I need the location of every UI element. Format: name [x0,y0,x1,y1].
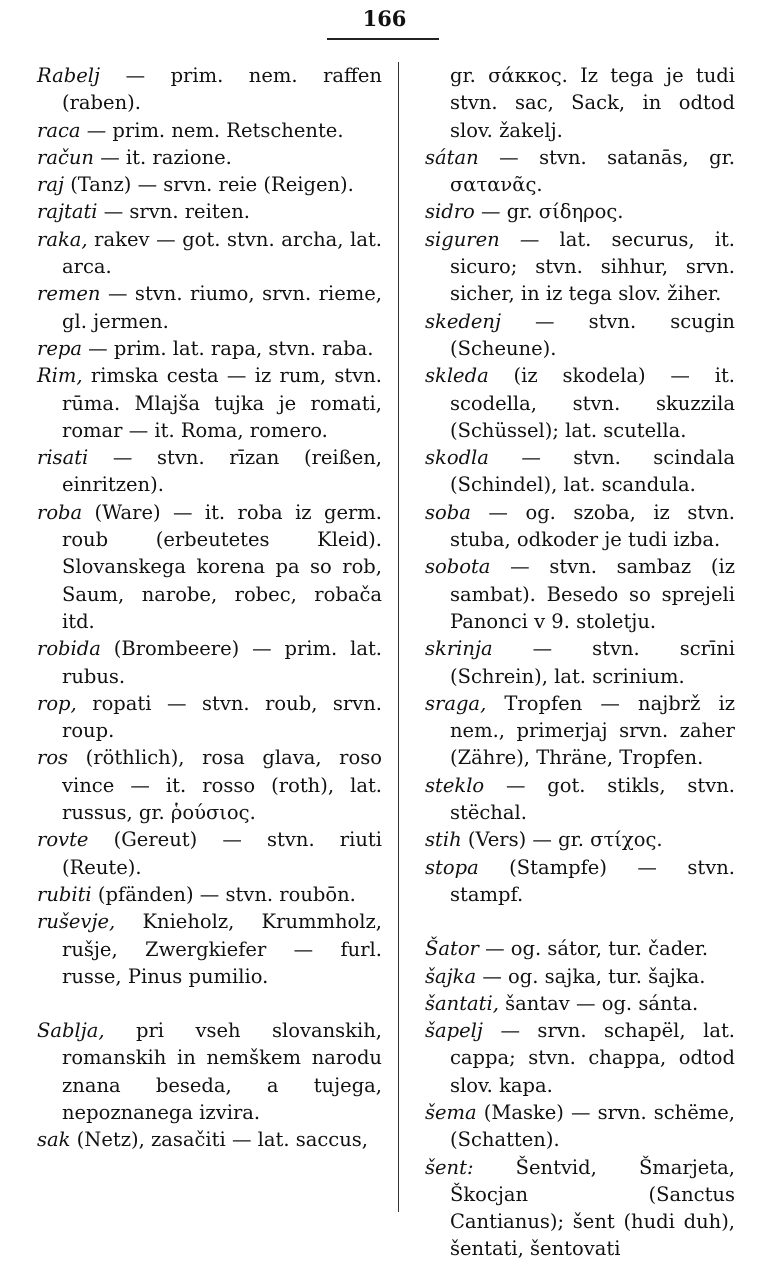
entry-text: — stvn. riumo, srvn. rieme, gl. jermen. [62,282,382,333]
entry-headword: sátan [425,145,479,169]
entry-text: — got. stikls, stvn. stëchal. [450,773,735,825]
dictionary-entry [37,171,382,198]
left-column [37,62,382,1154]
entry-headword: siguren [425,227,500,251]
entry-text: (Netz), zasačiti — lat. saccus, [70,1128,368,1152]
entry-headword: skedenj [425,309,501,333]
dictionary-entry [425,690,735,772]
entry-text: (iz skodela) — it. scodella, stvn. skuzzila (Schüssel); lat. scutella. [450,364,735,442]
dictionary-entry [425,553,735,635]
entry-text: Šentvid, Šmarjeta, Škocjan (Sanctus Cantianus); šent (hudi duh), šentati, šentovati [450,1155,735,1261]
dictionary-entry [37,1126,382,1153]
entry-headword: ros [37,746,69,770]
dictionary-entry [425,1017,735,1099]
dictionary-entry [37,280,382,335]
entry-headword: sak [37,1128,71,1152]
dictionary-entry [425,499,735,554]
dictionary-entry [37,362,382,444]
entry-text: — stvn. rīzan (reißen, einritzen). [62,446,382,497]
dictionary-entry [425,990,735,1017]
entry-text: — stvn. scrīni (Schrein), lat. scrinium. [450,637,735,688]
dictionary-entry [37,744,382,826]
entry-text: (pfänden) — stvn. roubōn. [91,882,356,906]
entry-headword: risati [37,446,89,470]
dictionary-entry [37,690,382,745]
dictionary-entry [425,1099,735,1154]
dictionary-entry [425,444,735,499]
entry-headword: raka, [37,227,88,251]
entry-text: — og. szoba, iz stvn. stuba, odkoder je tudi izba. [450,500,735,552]
dictionary-entry [425,963,735,990]
entry-headword: repa [37,336,82,360]
entry-text: — stvn. scugin (Scheune). [450,309,735,360]
dictionary-entry [425,308,735,363]
entry-headword: šapelj [425,1019,483,1043]
entry-text: gr. σάκκος. Iz tega je tudi stvn. sac, Sack, in odtod slov. žakelj. [450,64,735,142]
entry-headword: skrinja [425,637,493,661]
entry-headword: raj [37,173,64,197]
right-column [425,62,735,1263]
entry-text: — og. sajka, tur. šajka. [476,964,706,988]
entry-headword: raca [37,118,81,142]
entry-text: — lat. securus, it. sicuro; stvn. sihhur, srvn. sicher, in iz tega slov. žiher. [450,227,735,306]
entry-headword: šent: [425,1155,474,1179]
dictionary-entry [37,908,382,990]
dictionary-entry [425,854,735,909]
entry-text: šantav — og. sánta. [498,991,699,1015]
entry-headword: skodla [425,446,489,470]
dictionary-entry [37,198,382,225]
dictionary-entry [425,362,735,444]
entry-text: — prim. nem. Retschente. [80,118,344,142]
entry-headword: šema [425,1100,477,1124]
entry-headword: skleda [425,364,489,388]
entry-headword: robida [37,637,101,661]
entry-text: rimska cesta — iz rum, stvn. rūma. Mlajša tujka je romati, romar — it. Roma, romero. [62,364,382,442]
entry-text: — srvn. reiten. [97,200,250,224]
column-divider [398,62,399,1212]
dictionary-entry [37,635,382,690]
dictionary-entry [425,826,735,853]
entry-text: (Tanz) — srvn. reie (Reigen). [64,173,354,197]
entry-text: — stvn. sambaz (iz sambat). Besedo so sprejeli Panonci v 9. stoletju. [450,555,735,633]
dictionary-entry [37,499,382,635]
dictionary-entry [425,62,735,144]
entry-text: — stvn. scindala (Schindel), lat. scandula. [450,446,735,497]
dictionary-entry [37,881,382,908]
dictionary-entry [37,117,382,144]
entry-text: ropati — stvn. roub, srvn. roup. [62,691,382,743]
entry-text: — srvn. schapël, lat. cappa; stvn. chappa, odtod slov. kapa. [450,1019,735,1097]
entry-headword: sidro [425,200,475,224]
entry-text: pri vseh slovanskih, romanskih in nemškem narodu znana beseda, a tujega, nepoznanega izvira. [62,1019,382,1124]
entry-headword: ruševje, [37,910,116,934]
header-rule [327,38,439,40]
entry-text: (Ware) — it. roba iz germ. roub (erbeutetes Kleid). Slovanskega korena pa so rob, Saum, narobe, robec, robača itd. [62,500,382,633]
dictionary-entry [37,1017,382,1126]
entry-text: — gr. σίδηρος. [474,200,624,224]
entry-headword: rubiti [37,882,92,906]
dictionary-entry [425,226,735,308]
entry-text: (Brombeere) — prim. lat. rubus. [62,637,382,688]
entry-headword: soba [425,500,471,524]
entry-text: (Vers) — gr. στίχος. [461,828,663,852]
dictionary-entry [37,826,382,881]
dictionary-entry [425,635,735,690]
entry-text: Tropfen — najbrž iz nem., primerjaj srvn. zaher (Zähre), Thräne, Tropfen. [450,691,735,770]
entry-headword: Šator [425,937,479,961]
entry-text: — prim. lat. rapa, stvn. raba. [81,336,374,360]
entry-headword: remen [37,282,101,306]
entry-headword: stih [425,828,462,852]
entry-headword: račun [37,145,94,169]
entry-headword: rovte [37,828,89,852]
dictionary-entry [37,226,382,281]
entry-headword: Sablja, [37,1019,105,1043]
dictionary-entry [425,198,735,225]
section-gap [425,908,735,935]
entry-headword: šajka [425,964,477,988]
entry-headword: stopa [425,855,479,879]
dictionary-entry [37,335,382,362]
entry-headword: Rabelj [37,64,101,87]
entry-headword: rajtati [37,200,98,224]
dictionary-entry [425,772,735,827]
dictionary-entry [37,62,382,117]
dictionary-entry [37,444,382,499]
entry-headword: rop, [37,691,77,715]
dictionary-entry [425,144,735,199]
entry-text: (röthlich), rosa glava, roso vince — it. rosso (roth), lat. russus, gr. ῥούσιος. [62,746,382,825]
entry-text: — prim. nem. raffen (raben). [62,64,382,115]
entry-text: rakev — got. stvn. archa, lat. arca. [62,227,382,279]
page-number: 166 [362,6,407,31]
entry-text: (Stampfe) — stvn. stampf. [450,855,735,906]
entry-text: Knieholz, Krummholz, rušje, Zwergkiefer — furl. russe, Pinus pumilio. [62,910,382,988]
dictionary-entry [37,144,382,171]
entry-text: — stvn. satanās, gr. σατανᾶς. [450,145,735,197]
dictionary-entry [425,935,735,962]
entry-headword: Rim, [37,364,83,388]
entry-headword: šantati, [425,991,499,1015]
dictionary-entry [425,1154,735,1263]
entry-text: — og. sátor, tur. čader. [478,937,709,961]
entry-headword: steklo [425,773,485,797]
entry-headword: roba [37,500,83,524]
section-gap [37,990,382,1017]
entry-headword: sobota [425,555,491,579]
entry-text: (Maske) — srvn. schëme, (Schatten). [450,1100,735,1152]
entry-text: — it. razione. [94,145,232,169]
entry-headword: sraga, [425,691,487,715]
entry-text: (Gereut) — stvn. riuti (Reute). [62,828,382,879]
